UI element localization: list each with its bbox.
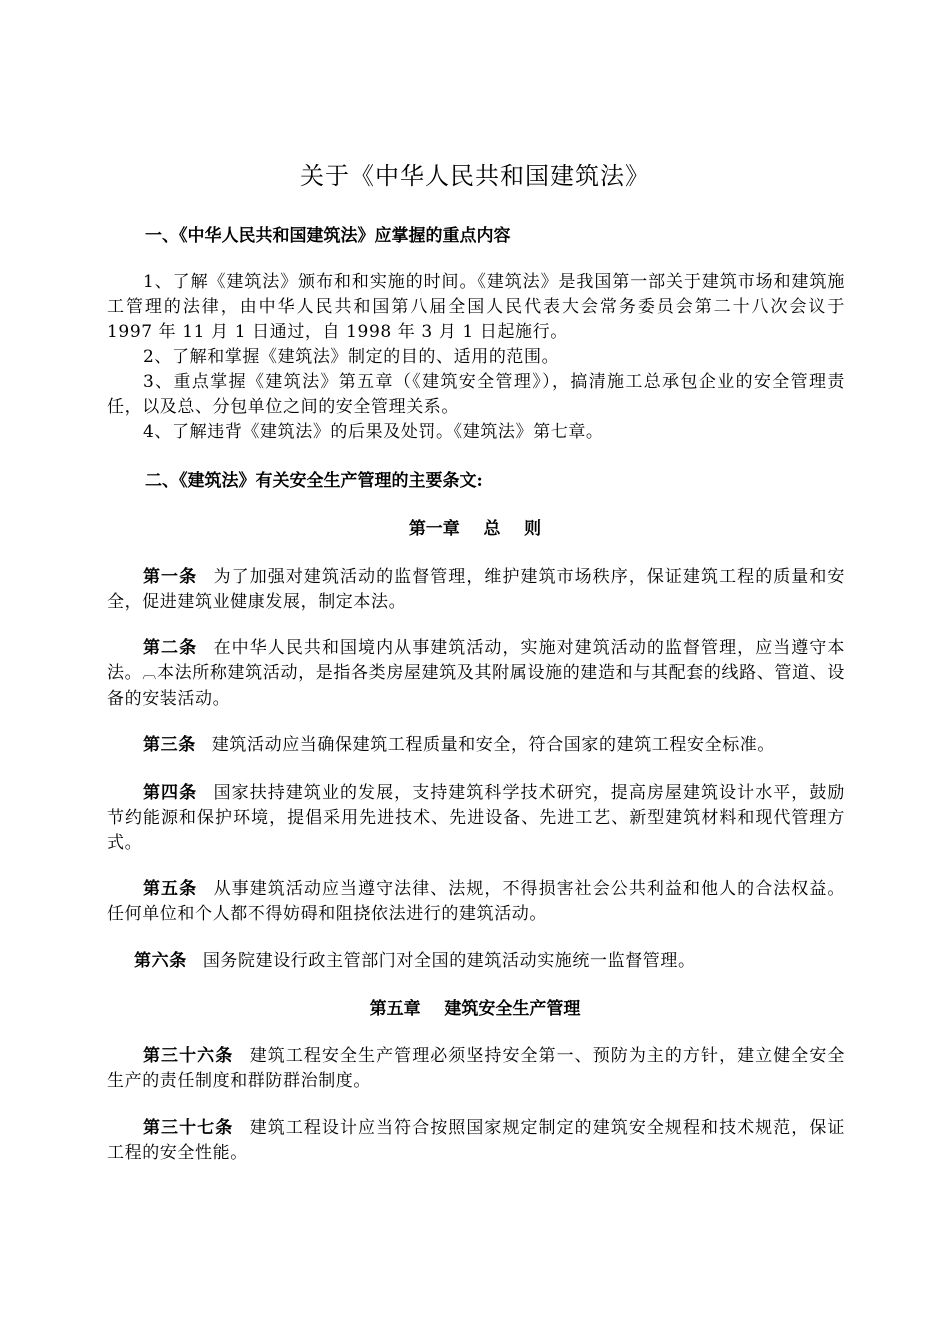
article-36-text: 建筑工程安全生产管理必须坚持安全第一、预防为主的方针，建立健全安全生产的责任制度和群防群治制度。: [107, 1046, 845, 1091]
article-3: [107, 733, 845, 758]
section-1-heading: 一、《中华人民共和国建筑法》应掌握的重点内容: [145, 226, 511, 246]
article-1-label: 第一条: [143, 567, 198, 587]
section-1-item-4: 4、了解违背《建筑法》的后果及处罚。《建筑法》第七章。: [143, 422, 604, 442]
section-2-heading: 二、《建筑法》有关安全生产管理的主要条文:: [145, 471, 483, 491]
article-37-label: 第三十七条: [143, 1118, 234, 1138]
article-2: [107, 636, 845, 712]
article-3-text: 建筑活动应当确保建筑工程质量和安全，符合国家的建筑工程安全标准。: [211, 735, 776, 755]
article-2-text-2: 本法所称建筑活动，是指各类房屋建筑及其附属设施的建造和与其配套的线路、管道、设备的安装活动。: [107, 663, 846, 709]
chapter-5-title: 第五章 建筑安全生产管理: [369, 999, 581, 1019]
article-1: [107, 565, 845, 615]
article-3-label: 第三条: [143, 735, 196, 755]
article-6-text: 国务院建设行政主管部门对全国的建筑活动实施统一监督管理。: [202, 951, 696, 971]
article-37: [107, 1116, 845, 1166]
section-1-item-2: 2、了解和掌握《建筑法》制定的目的、适用的范围。: [143, 347, 560, 367]
article-2-label: 第二条: [143, 638, 198, 658]
article-4-text: 国家扶持建筑业的发展，支持建筑科学技术研究，提高房屋建筑设计水平，鼓励节约能源和保护环境，提倡采用先进技术、先进设备、先进工艺、新型建筑材料和现代管理方式。: [107, 783, 846, 853]
article-36-label: 第三十六条: [143, 1046, 234, 1066]
document-title: 关于《中华人民共和国建筑法》: [300, 162, 650, 190]
article-6: [107, 949, 845, 974]
article-4: [107, 781, 845, 856]
article-4-label: 第四条: [143, 783, 198, 803]
section-1-item-1: 1、了解《建筑法》颁布和和实施的时间。《建筑法》是我国第一部关于建筑市场和建筑施工管理的法律，由中华人民共和国第八届全国人民代表大会常务委员会第二十八次会议于 1997 年 11 月 1 日通过，自 1998 年 3 月 1 日起施行。: [107, 272, 845, 342]
article-5-text: 从事建筑活动应当遵守法律、法规，不得损害社会公共利益和他人的合法权益。任何单位和个人都不得妨碍和阻挠依法进行的建筑活动。: [107, 879, 846, 924]
chapter-1-title: 第一章 总 则: [408, 519, 542, 539]
article-2-text: 在中华人民共和国境内从事建筑活动，实施对建筑活动的监督管理，应当遵守本法。: [107, 638, 846, 683]
article-37-text: 建筑工程设计应当符合按照国家规定制定的建筑安全规程和技术规范，保证工程的安全性能。: [107, 1118, 845, 1163]
article-5: [107, 877, 845, 927]
article-6-label: 第六条: [134, 951, 187, 971]
article-2-mark: ︹: [142, 666, 157, 682]
article-36: [107, 1044, 845, 1094]
article-5-label: 第五条: [143, 879, 198, 899]
section-1-item-3: 3、重点掌握《建筑法》第五章（《建筑安全管理》），搞清施工总承包企业的安全管理责任，以及总、分包单位之间的安全管理关系。: [107, 372, 845, 417]
article-1-text: 为了加强对建筑活动的监督管理，维护建筑市场秩序，保证建筑工程的质量和安全，促进建筑业健康发展，制定本法。: [107, 567, 846, 612]
